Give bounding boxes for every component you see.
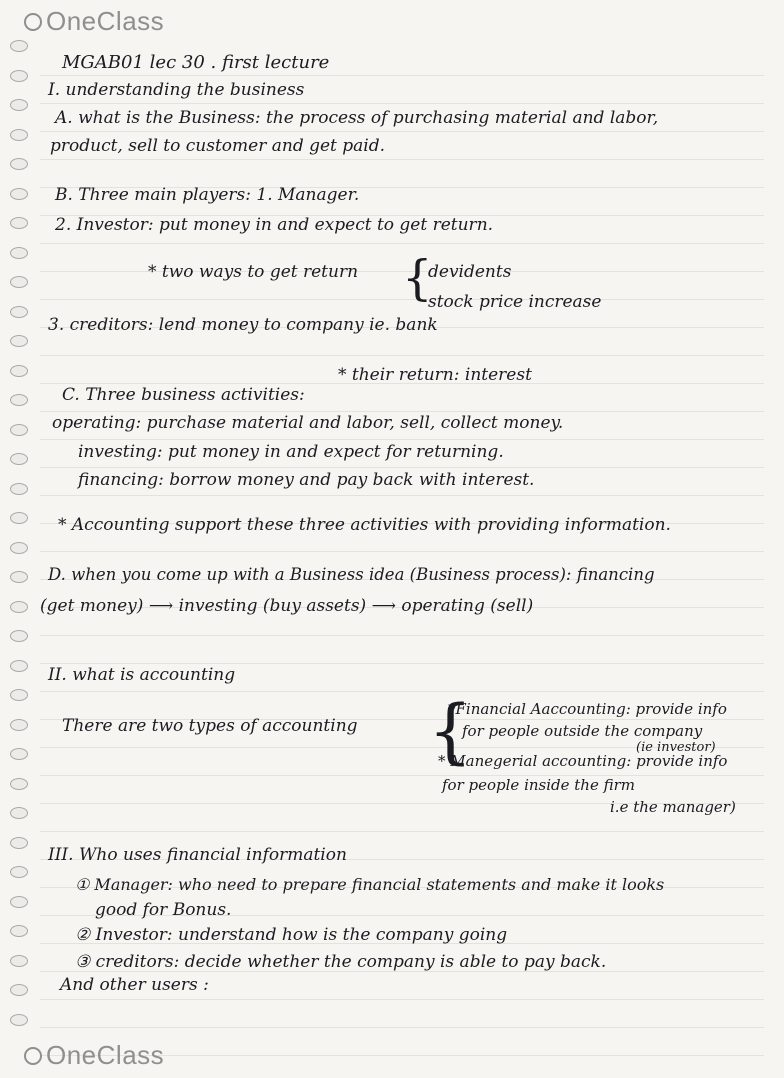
- note-line: And other users :: [60, 975, 209, 995]
- note-line: B. Three main players: 1. Manager.: [55, 185, 360, 205]
- note-line: * Manegerial accounting: provide info: [438, 752, 728, 770]
- note-line: ② Investor: understand how is the company going: [75, 925, 508, 945]
- binder-hole: [10, 542, 28, 554]
- binder-hole: [10, 866, 28, 878]
- binder-hole: [10, 1014, 28, 1026]
- note-line: operating: purchase material and labor, sell, collect money.: [52, 413, 564, 433]
- note-line: A. what is the Business: the process of purchasing material and labor,: [55, 108, 659, 128]
- ruled-line: [40, 411, 764, 412]
- ruled-line: [40, 495, 764, 496]
- binder-hole: [10, 689, 28, 701]
- note-line: D. when you come up with a Business idea (Business process): financing: [48, 565, 655, 584]
- note-line: *Financial Aaccounting: provide info: [448, 700, 727, 718]
- binder-hole: [10, 453, 28, 465]
- ruled-line: [40, 355, 764, 356]
- binder-hole: [10, 276, 28, 288]
- binder-hole: [10, 483, 28, 495]
- ruled-line: [40, 103, 764, 104]
- note-line: investing: put money in and expect for returning.: [78, 442, 504, 462]
- binder-holes: [10, 40, 30, 1040]
- oneclass-logo-top: [24, 6, 164, 37]
- binder-hole: [10, 512, 28, 524]
- note-header: MGAB01 lec 30 . first lecture: [62, 52, 330, 73]
- ruled-line: [40, 131, 764, 132]
- brace: {: [402, 250, 433, 306]
- binder-hole: [10, 748, 28, 760]
- binder-hole: [10, 365, 28, 377]
- binder-hole: [10, 158, 28, 170]
- oneclass-icon: [24, 13, 42, 31]
- binder-hole: [10, 719, 28, 731]
- binder-hole: [10, 394, 28, 406]
- ruled-line: [40, 467, 764, 468]
- binder-hole: [10, 70, 28, 82]
- binder-hole: [10, 896, 28, 908]
- note-line: ① Manager: who need to prepare financial statements and make it looks: [75, 875, 665, 894]
- note-line: ③ creditors: decide whether the company is able to pay back.: [75, 952, 607, 972]
- ruled-line: [40, 691, 764, 692]
- oneclass-icon: [24, 1047, 42, 1065]
- binder-hole: [10, 837, 28, 849]
- ruled-line: [40, 159, 764, 160]
- note-line: devidents: [428, 262, 512, 282]
- ruled-line: [40, 551, 764, 552]
- binder-hole: [10, 601, 28, 613]
- note-line: stock price increase: [428, 292, 602, 312]
- note-line: 2. Investor: put money in and expect to get return.: [55, 215, 494, 235]
- ruled-line: [40, 663, 764, 664]
- note-line: C. Three business activities:: [62, 385, 305, 405]
- note-line: for people outside the company: [462, 722, 703, 740]
- binder-hole: [10, 306, 28, 318]
- binder-hole: [10, 984, 28, 996]
- binder-hole: [10, 188, 28, 200]
- binder-hole: [10, 99, 28, 111]
- ruled-line: [40, 635, 764, 636]
- note-line: product, sell to customer and get paid.: [50, 136, 386, 156]
- logo-text: OneClass: [46, 6, 165, 36]
- ruled-line: [40, 831, 764, 832]
- binder-hole: [10, 630, 28, 642]
- note-line: for people inside the firm: [442, 776, 636, 794]
- note-line: (ie investor): [636, 740, 716, 755]
- brace: {: [428, 690, 473, 772]
- binder-hole: [10, 660, 28, 672]
- ruled-line: [40, 775, 764, 776]
- section-1-title: I. understanding the business: [48, 80, 305, 100]
- oneclass-logo-bottom: [24, 1040, 164, 1071]
- binder-hole: [10, 129, 28, 141]
- ruled-line: [40, 439, 764, 440]
- note-line: 3. creditors: lend money to company ie. bank: [48, 315, 438, 335]
- binder-hole: [10, 217, 28, 229]
- binder-hole: [10, 955, 28, 967]
- binder-hole: [10, 40, 28, 52]
- note-line: * two ways to get return: [148, 262, 359, 282]
- ruled-line: [40, 243, 764, 244]
- section-2-title: II. what is accounting: [48, 665, 236, 685]
- logo-text: OneClass: [46, 1040, 165, 1070]
- note-line: good for Bonus.: [95, 900, 232, 920]
- ruled-line: [40, 1027, 764, 1028]
- note-line: There are two types of accounting: [62, 716, 358, 736]
- ruled-line: [40, 75, 764, 76]
- binder-hole: [10, 424, 28, 436]
- ruled-line: [40, 999, 764, 1000]
- section-3-title: III. Who uses financial information: [48, 845, 347, 865]
- binder-hole: [10, 247, 28, 259]
- binder-hole: [10, 925, 28, 937]
- note-line: * their return: interest: [338, 365, 532, 385]
- binder-hole: [10, 335, 28, 347]
- note-line: i.e the manager): [610, 798, 736, 816]
- note-line: * Accounting support these three activities with providing information.: [58, 515, 671, 535]
- binder-hole: [10, 571, 28, 583]
- note-line: (get money) ⟶ investing (buy assets) ⟶ operating (sell): [40, 596, 534, 616]
- binder-hole: [10, 778, 28, 790]
- note-line: financing: borrow money and pay back with interest.: [78, 470, 535, 490]
- binder-hole: [10, 807, 28, 819]
